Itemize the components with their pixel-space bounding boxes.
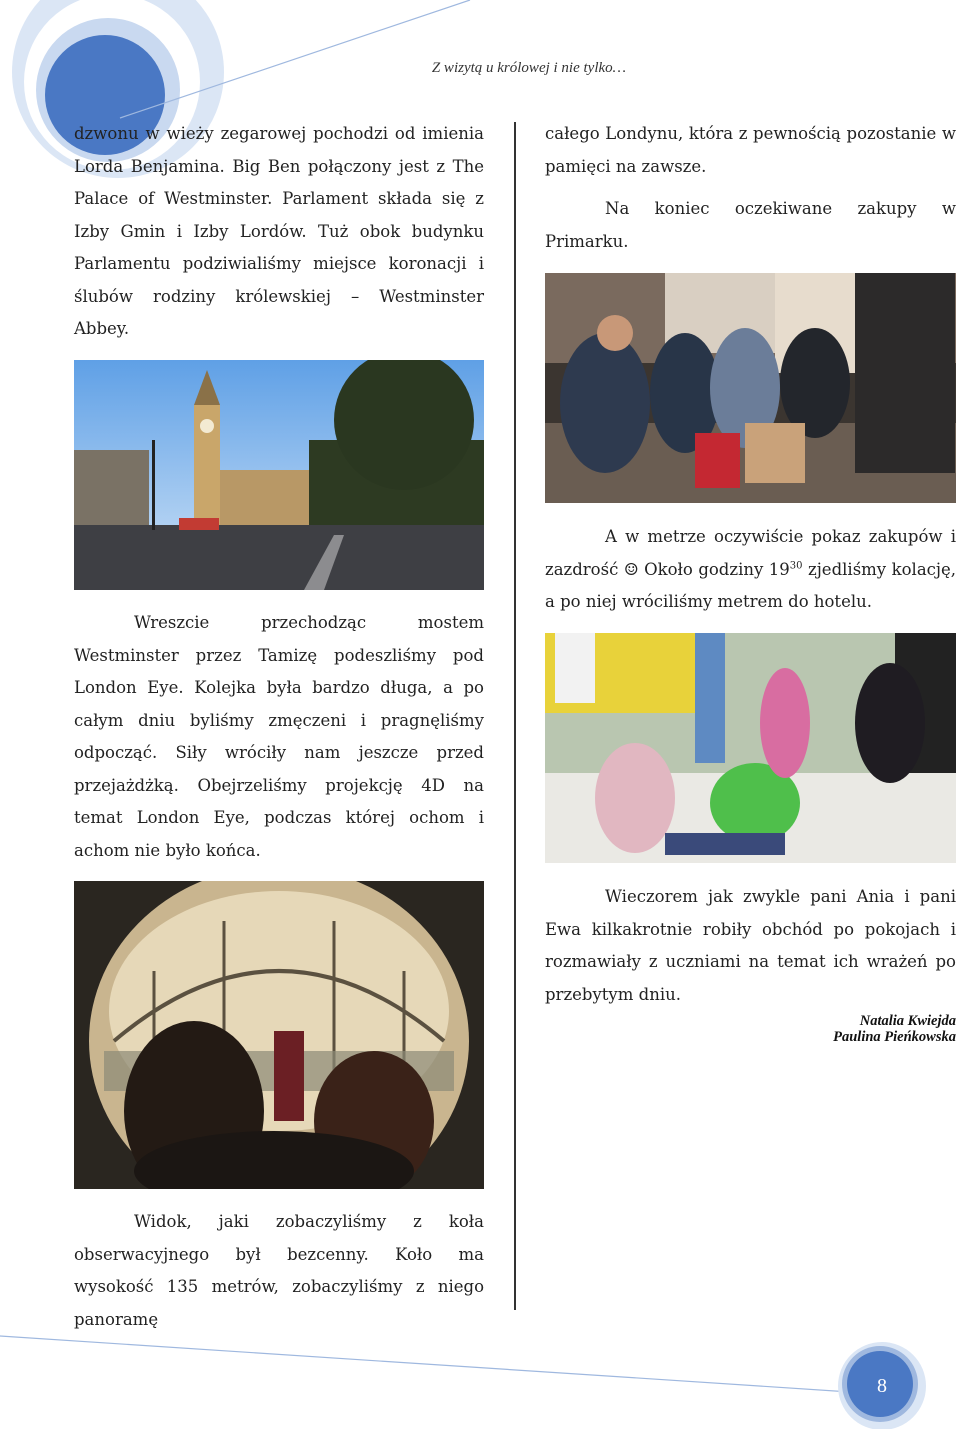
london-eye-capsule-photo bbox=[74, 881, 484, 1189]
primark-shopping-photo bbox=[545, 273, 956, 503]
left-paragraph-2: Wreszcie przechodząc mostem Westminster przez Tamizę podeszliśmy pod London Eye. Kolejka była bardzo długa, a po całym dniu byliśmy zmęczeni i pragnęliśmy odpocząć. Siły wróciły nam jeszcze przed przejażdżką. Obejrzeliśmy projekcję 4D na temat London Eye, podczas której ochom i achom nie było końca. bbox=[74, 613, 484, 860]
right-paragraph-1: całego Londynu, która z pewnością pozostanie w pamięci na zawsze. bbox=[545, 124, 956, 176]
big-ben-photo bbox=[74, 360, 484, 590]
right-paragraph-4: Wieczorem jak zwykle pani Ania i pani Ewa kilkakrotnie robiły obchód po pokojach i rozmawiały z uczniami na temat ich wrażeń po przebytym dniu. bbox=[545, 887, 956, 1004]
column-divider bbox=[514, 122, 516, 1310]
author-name: Paulina Pieńkowska bbox=[833, 1029, 956, 1045]
left-paragraph-1: dzwonu w wieży zegarowej pochodzi od imienia Lorda Benjamina. Big Ben połączony jest z The Palace of Westminster. Parlament składa się z Izby Gmin i Izby Lordów. Tuż obok budynku Parlamentu podziwialiśmy miejsce koronacji i ślubów rodziny królewskiej – Westminster Abbey. bbox=[74, 124, 484, 338]
smiley-icon: ☺ bbox=[623, 559, 639, 579]
right-paragraph-3: A w metrze oczywiście pokaz zakupów i zazdrość ☺ Około godziny $19^{30}$ zjedliśmy kolację, a po niej wróciliśmy metrem do hotelu. bbox=[545, 527, 957, 611]
running-header: Z wizytą u królowej i nie tylko… bbox=[431, 60, 626, 76]
right-paragraph-2: Na koniec oczekiwane zakupy w Primarku. bbox=[545, 199, 956, 251]
author-name: Natalia Kwiejda bbox=[859, 1013, 956, 1029]
left-paragraph-3: Widok, jaki zobaczyliśmy z koła obserwacyjnego był bezcenny. Koło ma wysokość 135 metrów, zobaczyliśmy z niego panoramę bbox=[74, 1212, 484, 1329]
authors bbox=[833, 1013, 956, 1045]
page-number: 8 bbox=[877, 1375, 887, 1397]
hotel-room-photo bbox=[545, 633, 956, 863]
